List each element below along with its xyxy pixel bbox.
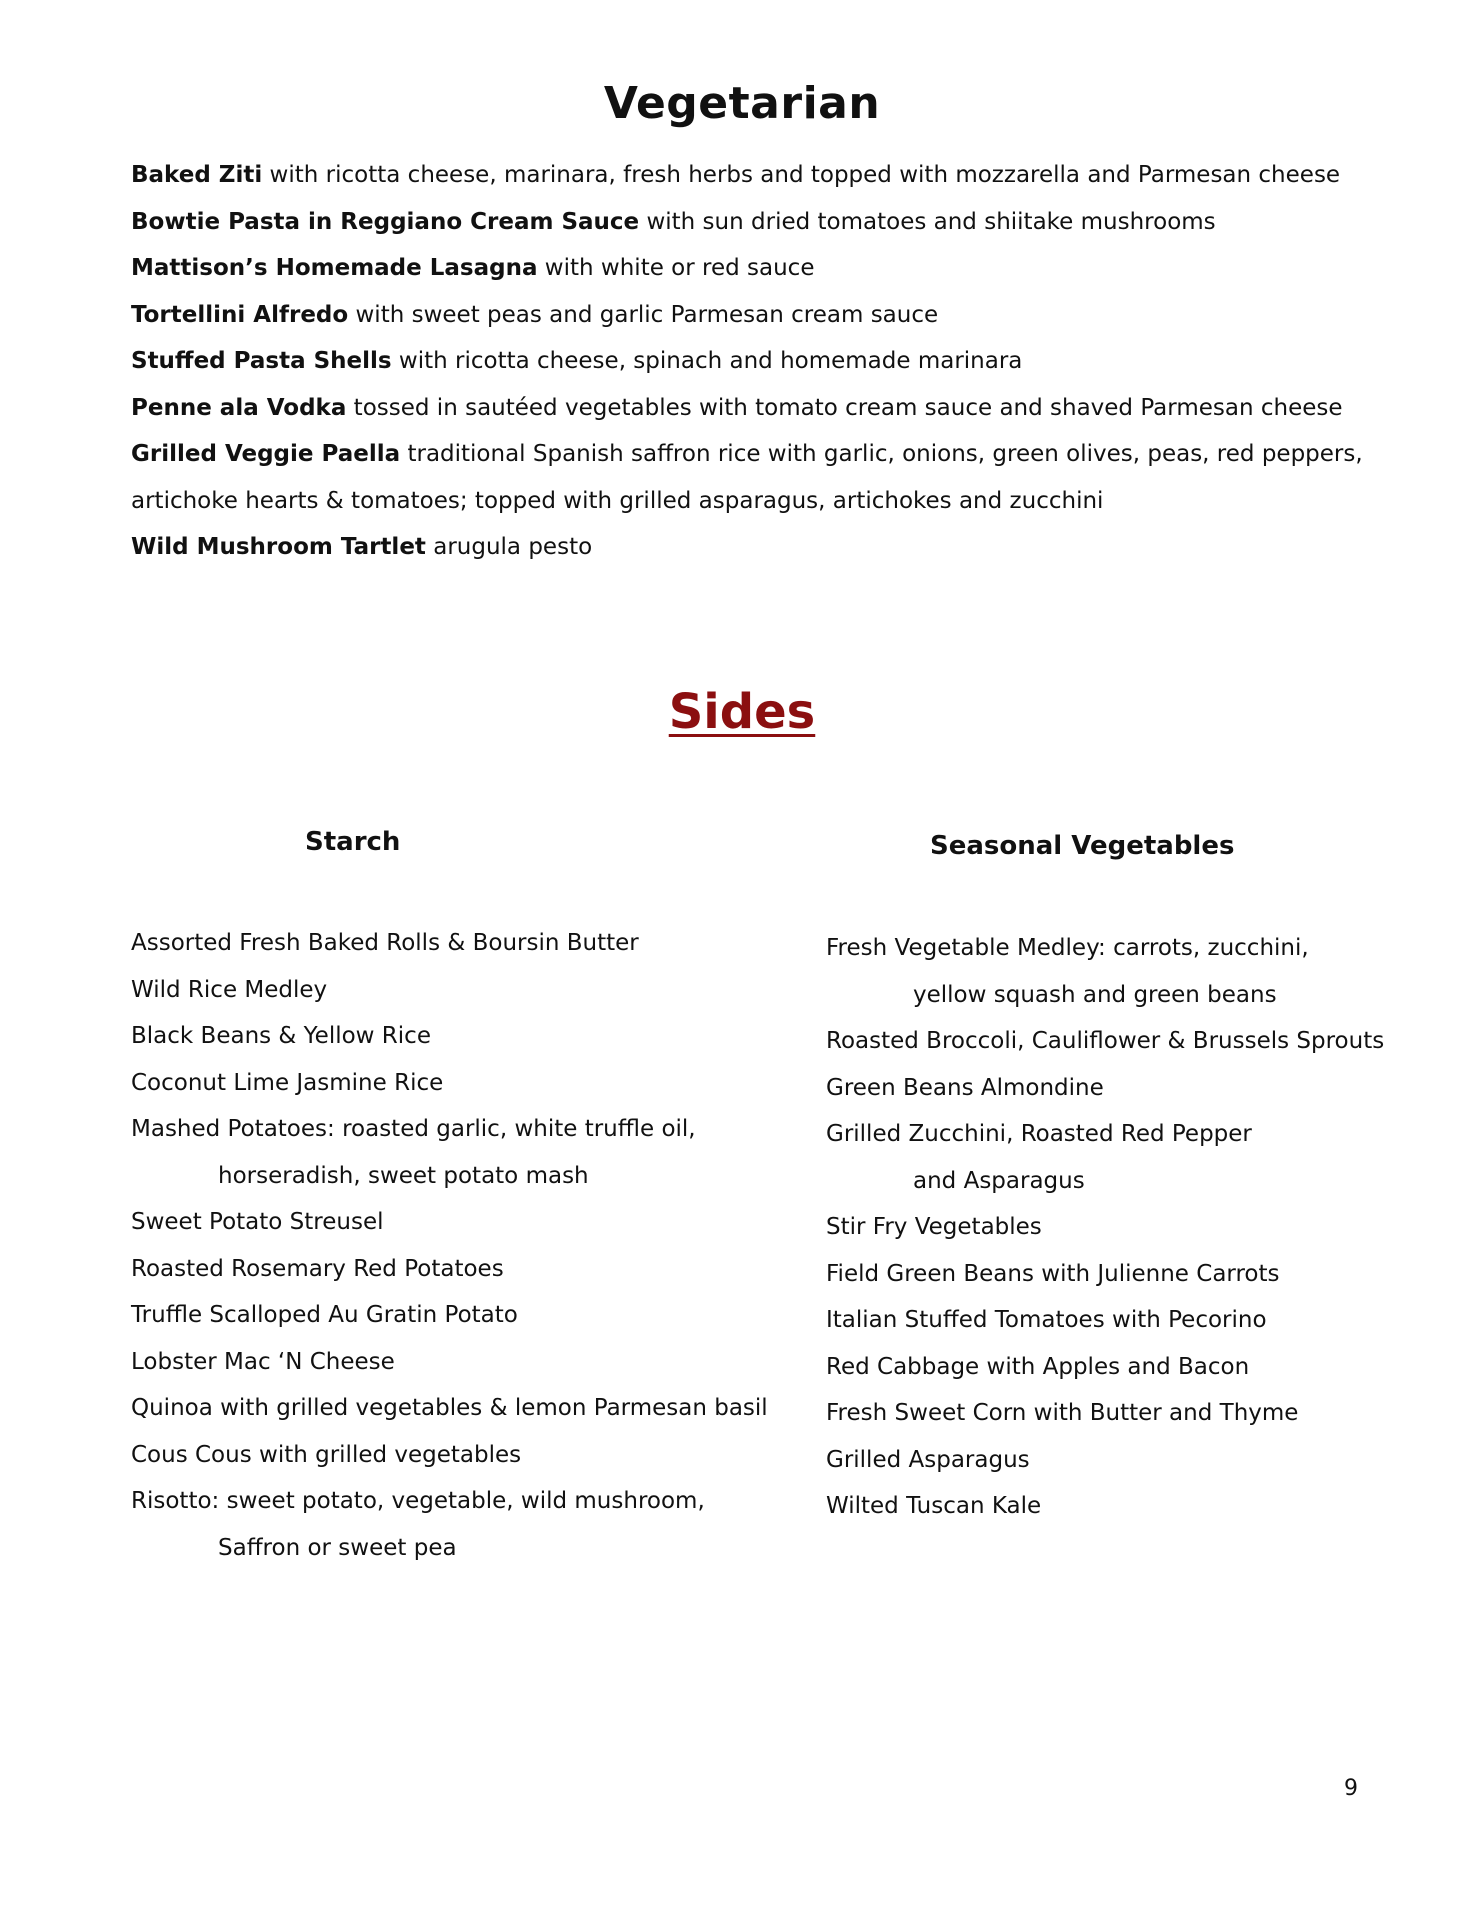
- side-item-text: Fresh Sweet Corn with Butter and Thyme: [826, 1400, 1299, 1426]
- side-item: [826, 1437, 1384, 1484]
- side-item: [131, 1199, 768, 1246]
- side-item-text: Fresh Vegetable Medley: carrots, zucchini,: [826, 935, 1309, 961]
- vegetarian-item: [131, 338, 1351, 385]
- side-item-text: Sweet Potato Streusel: [131, 1209, 384, 1235]
- side-item-text: Quinoa with grilled vegetables & lemon Parmesan basil: [131, 1395, 768, 1421]
- seasonal-vegetables-list: [826, 925, 1384, 1530]
- seasonal-vegetables-heading: Seasonal Vegetables: [930, 831, 1235, 861]
- side-item: [826, 1344, 1384, 1391]
- dish-name: Grilled Veggie Paella: [131, 441, 401, 467]
- page-number: 9: [1344, 1776, 1358, 1801]
- side-item-text: Risotto: sweet potato, vegetable, wild mushroom,: [131, 1488, 705, 1514]
- side-item-text: Green Beans Almondine: [826, 1074, 1104, 1101]
- vegetarian-item: [131, 245, 1351, 292]
- dish-name: Bowtie Pasta in Reggiano Cream Sauce: [131, 208, 640, 235]
- side-item: [826, 1297, 1384, 1344]
- dish-name: Baked Ziti: [131, 162, 263, 188]
- dish-description: with sweet peas and garlic Parmesan cream sauce: [348, 301, 939, 328]
- vegetarian-item: [131, 385, 1351, 432]
- sides-heading-text: Sides: [668, 684, 816, 740]
- side-item: [131, 920, 768, 967]
- dish-description-continued: artichoke hearts & tomatoes; topped with grilled asparagus, artichokes and zucchini: [131, 487, 1104, 514]
- side-item-text: Mashed Potatoes: roasted garlic, white truffle oil,: [131, 1116, 696, 1142]
- vegetarian-item: [131, 292, 1351, 339]
- side-item: [131, 1339, 768, 1386]
- side-item: [826, 1204, 1384, 1251]
- dish-description: traditional Spanish saffron rice with garlic, onions, green olives, peas, red peppers,: [400, 441, 1363, 467]
- side-item: [826, 1065, 1384, 1112]
- side-item: [131, 1060, 768, 1107]
- dish-description: with sun dried tomatoes and shiitake mushrooms: [639, 208, 1216, 235]
- vegetarian-item: [131, 524, 1351, 571]
- vegetarian-item: [131, 199, 1351, 246]
- side-item: [131, 1292, 768, 1339]
- side-item: [131, 1106, 768, 1199]
- dish-name: Mattison’s Homemade Lasagna: [131, 255, 538, 281]
- side-item: [131, 1478, 768, 1571]
- side-item-text: Wilted Tuscan Kale: [826, 1493, 1042, 1519]
- side-item-text: Truffle Scalloped Au Gratin Potato: [131, 1302, 518, 1328]
- side-item-text: Grilled Zucchini, Roasted Red Pepper: [826, 1121, 1252, 1147]
- side-item-text: Wild Rice Medley: [131, 976, 328, 1003]
- side-item: [826, 1251, 1384, 1298]
- side-item-text: Cous Cous with grilled vegetables: [131, 1441, 522, 1468]
- dish-description: with white or red sauce: [537, 255, 815, 281]
- side-item-text: Black Beans & Yellow Rice: [131, 1023, 431, 1049]
- side-item-text: Stir Fry Vegetables: [826, 1214, 1042, 1240]
- side-item: [131, 967, 768, 1014]
- side-item: [131, 1246, 768, 1293]
- side-item: [826, 1018, 1384, 1065]
- dish-description: with ricotta cheese, spinach and homemade marinara: [391, 348, 1023, 374]
- side-item: [826, 1390, 1384, 1437]
- vegetarian-item: [131, 152, 1351, 199]
- vegetarian-list: [131, 152, 1363, 571]
- dish-name: Tortellini Alfredo: [131, 301, 349, 328]
- side-item-text: Italian Stuffed Tomatoes with Pecorino: [826, 1307, 1267, 1333]
- side-item-text-continued: Saffron or sweet pea: [218, 1534, 457, 1561]
- dish-name: Stuffed Pasta Shells: [131, 348, 392, 374]
- side-item-text-continued: horseradish, sweet potato mash: [218, 1162, 589, 1189]
- sides-heading: [0, 684, 1484, 740]
- side-item: [826, 1483, 1384, 1530]
- side-item-text: Lobster Mac ‘N Cheese: [131, 1348, 395, 1375]
- starch-list: [131, 920, 768, 1571]
- side-item-text-continued: and Asparagus: [913, 1167, 1085, 1194]
- side-item-text: Coconut Lime Jasmine Rice: [131, 1069, 444, 1096]
- side-item: [826, 925, 1384, 1018]
- side-item-text: Roasted Rosemary Red Potatoes: [131, 1255, 504, 1282]
- side-item: [131, 1013, 768, 1060]
- dish-description: arugula pesto: [425, 534, 593, 560]
- starch-heading: Starch: [305, 827, 401, 857]
- dish-description: tossed in sautéed vegetables with tomato cream sauce and shaved Parmesan cheese: [346, 394, 1343, 421]
- side-item: [826, 1111, 1384, 1204]
- vegetarian-item: [131, 431, 1363, 524]
- side-item-text: Grilled Asparagus: [826, 1446, 1030, 1473]
- side-item-text: Field Green Beans with Julienne Carrots: [826, 1260, 1280, 1287]
- vegetarian-heading: Vegetarian: [603, 78, 881, 129]
- side-item-text-continued: yellow squash and green beans: [913, 981, 1277, 1008]
- side-item: [131, 1432, 768, 1479]
- dish-name: Penne ala Vodka: [131, 394, 347, 421]
- side-item-text: Assorted Fresh Baked Rolls & Boursin Butter: [131, 930, 639, 956]
- dish-description: with ricotta cheese, marinara, fresh herbs and topped with mozzarella and Parmesan cheese: [262, 162, 1341, 188]
- dish-name: Wild Mushroom Tartlet: [131, 534, 426, 560]
- side-item-text: Roasted Broccoli, Cauliflower & Brussels Sprouts: [826, 1028, 1385, 1054]
- side-item-text: Red Cabbage with Apples and Bacon: [826, 1353, 1250, 1380]
- side-item: [131, 1385, 768, 1432]
